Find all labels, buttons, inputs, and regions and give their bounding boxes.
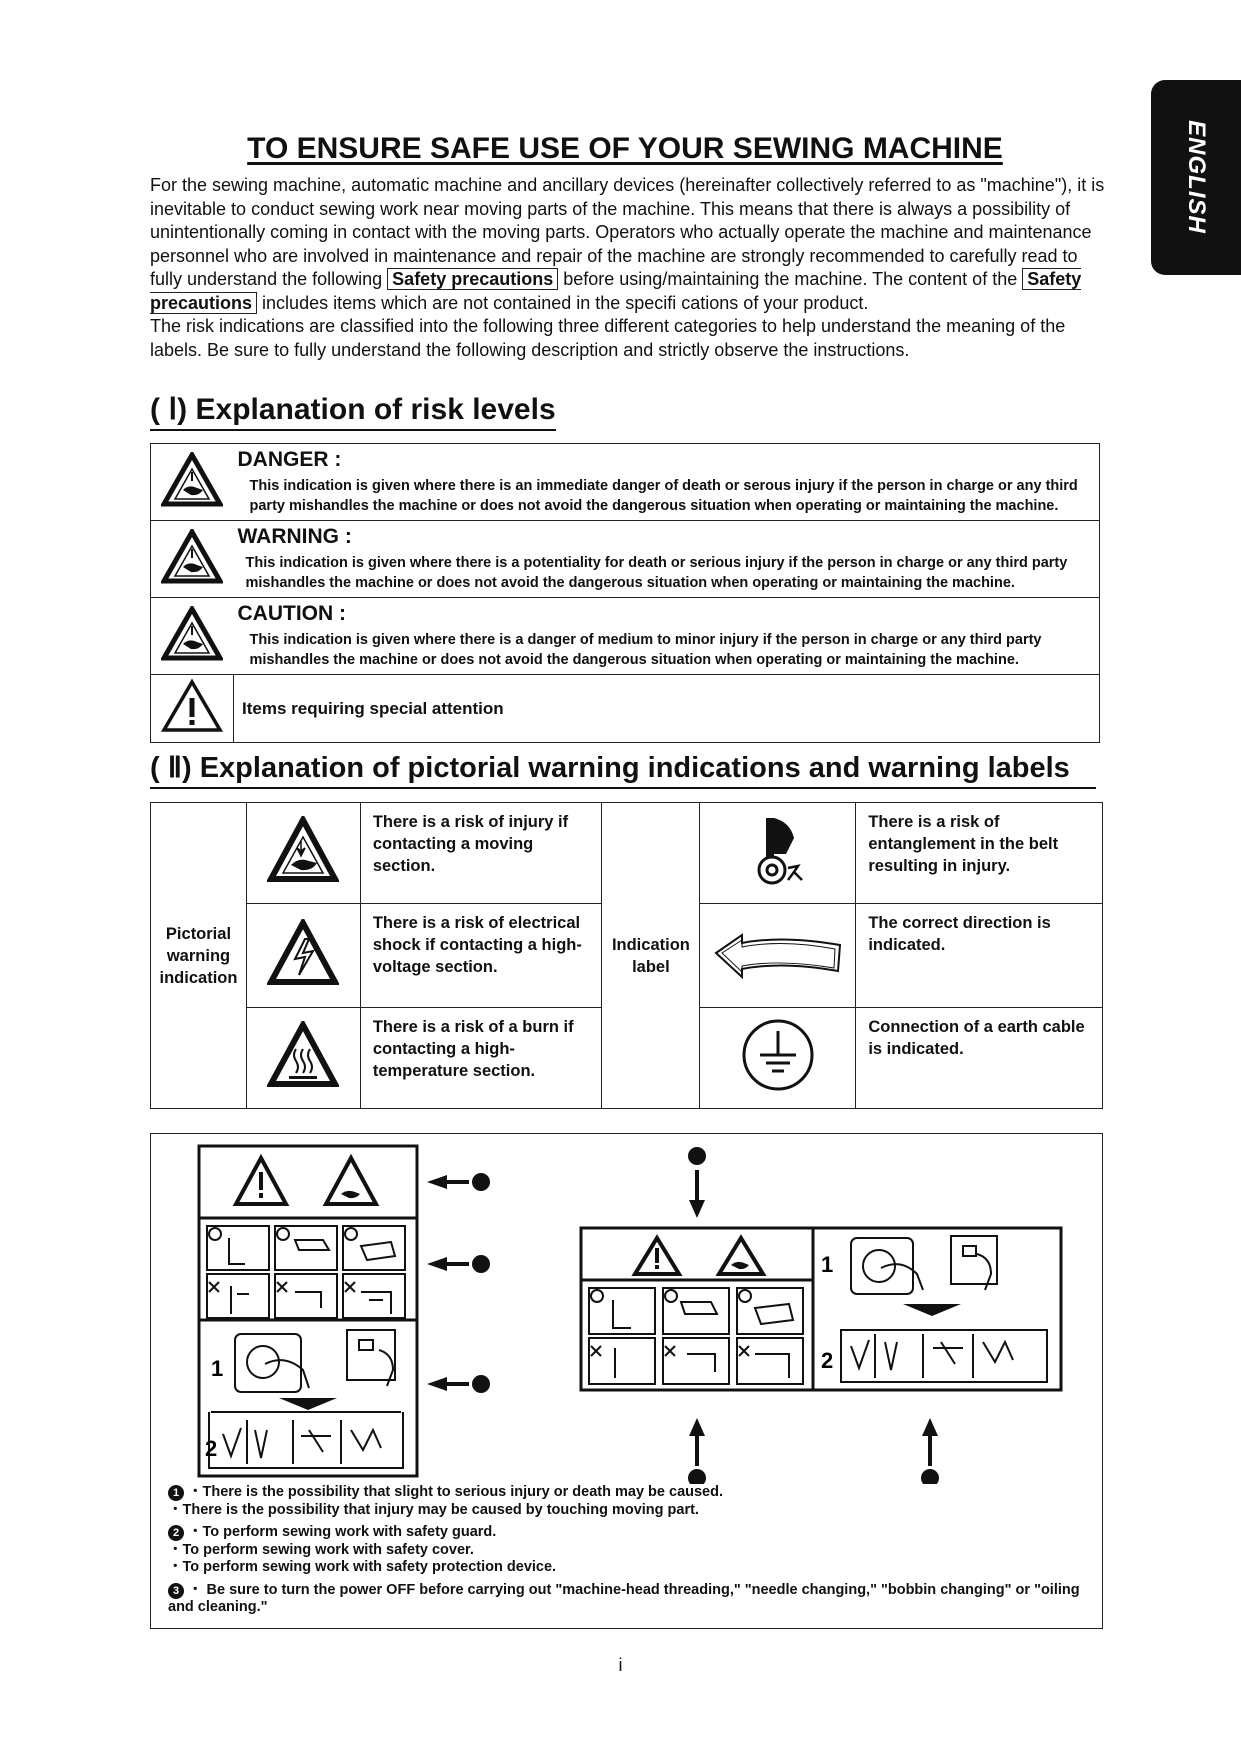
marker-2: 2 xyxy=(168,1525,184,1541)
indication-description: The correct direction is indicated. xyxy=(856,904,1103,1008)
hot-surface-icon xyxy=(267,1021,339,1089)
left-markers xyxy=(427,1173,490,1393)
pictorial-description: There is a risk of a burn if contacting a high-temperature section. xyxy=(360,1008,602,1109)
hand-hazard-triangle-icon xyxy=(161,529,223,585)
risk-row-attention xyxy=(151,675,1100,743)
language-tab xyxy=(1151,80,1241,275)
pictorial-description: There is a risk of electrical shock if contacting a high-voltage section. xyxy=(360,904,602,1008)
exclamation-triangle-icon xyxy=(161,678,223,734)
section-2-heading: ( Ⅱ) Explanation of pictorial warning indications and warning labels xyxy=(150,750,1096,789)
step-number: 1 xyxy=(211,1356,224,1381)
risk-heading: WARNING : xyxy=(237,525,352,548)
risk-levels-table xyxy=(150,443,1100,743)
pictorial-description: There is a risk of injury if contacting a moving section. xyxy=(360,803,602,904)
risk-row-caution xyxy=(151,598,1100,675)
label-placement-illustration xyxy=(151,1134,1102,1484)
marker-1: 1 xyxy=(168,1485,184,1501)
risk-heading: CAUTION : xyxy=(237,602,346,625)
page-title: TO ENSURE SAFE USE OF YOUR SEWING MACHINE xyxy=(247,132,1003,165)
label-notes: 1 ・There is the possibility that slight to serious injury or death may be caused. ・There is the possibility that injury may be caused by touching moving part. 2 ・To perform sewing work with safety guard. ・To perform sewing work with safety cover. ・To perform sewing work with safety protection device. 3 ・ Be sure to turn the power OFF before carrying out "machine-head threading," "needle changing," "bobbin changing" or "oiling and cleaning." xyxy=(168,1484,1080,1615)
risk-row-danger xyxy=(151,444,1100,521)
risk-description: This indication is given where there is an immediate danger of death or serous injury if the person in charge or any third party mishandles the machine or does not avoid the dangerous situation when operating or maintaining the machine. xyxy=(249,478,1078,514)
step-number: 1 xyxy=(821,1252,834,1277)
earth-ground-icon xyxy=(740,1017,816,1093)
moving-part-hand-icon xyxy=(267,816,339,884)
pictorial-warning-table xyxy=(150,802,1103,1109)
belt-entanglement-icon xyxy=(738,810,818,890)
attention-text: Items requiring special attention xyxy=(234,675,1100,743)
risk-description: This indication is given where there is a danger of medium to minor injury if the person in charge or any third party mishandles the machine or does not avoid the dangerous situation when operating or maintaining the machine. xyxy=(249,632,1042,668)
risk-heading: DANGER : xyxy=(237,448,342,471)
hand-hazard-triangle-icon xyxy=(161,606,223,662)
safety-precautions-box-2: Safety precautions xyxy=(150,269,1082,313)
language-tab-label: ENGLISH xyxy=(1183,120,1210,234)
horizontal-warning-label xyxy=(581,1228,1061,1390)
step-number: 2 xyxy=(821,1348,834,1373)
direction-arrow-icon xyxy=(708,923,848,983)
pictorial-row xyxy=(151,803,1103,904)
page-number: i xyxy=(618,1655,623,1675)
intro-paragraph-1: For the sewing machine, automatic machine and ancillary devices (hereinafter collectively referred to as "machine"), it is inevitable to conduct sewing work near moving parts of the machine. This means that there is always a possibility of unintentionally coming in contact with the moving parts. Operators who actually operate the machine and maintenance personnel who are involved in maintenance and repair of the machine are strongly recommended to carefully read to fully understand the following Safety precautions before using/maintaining the machine. The content of the Safety precautions includes items which are not contained in the specifi cations of your product. xyxy=(150,175,1105,313)
hand-hazard-triangle-icon xyxy=(161,452,223,508)
risk-row-warning xyxy=(151,521,1100,598)
intro-text xyxy=(150,174,1110,362)
step-number: 2 xyxy=(205,1436,218,1461)
indication-description: Connection of a earth cable is indicated. xyxy=(856,1008,1103,1109)
intro-paragraph-2: The risk indications are classified into the following three different categories to help understand the meaning of the labels. Be sure to fully understand the following description and strictly observe the instructions. xyxy=(150,316,1066,360)
vertical-warning-label xyxy=(199,1146,417,1476)
high-voltage-icon xyxy=(267,919,339,987)
marker-3: 3 xyxy=(168,1583,184,1599)
indication-description: There is a risk of entanglement in the belt resulting in injury. xyxy=(856,803,1103,904)
risk-description: This indication is given where there is a potentiality for death or serious injury if the person in charge or any third party mishandles the machine or does not avoid the dangerous situation when operating or maintaining the machine. xyxy=(245,555,1068,591)
safety-precautions-box-1: Safety precautions xyxy=(387,268,558,290)
indication-label: Indication label xyxy=(602,803,700,1109)
pictorial-label: Pictorial warning indication xyxy=(151,803,247,1109)
section-1-heading: ( Ⅰ) Explanation of risk levels xyxy=(150,392,556,431)
